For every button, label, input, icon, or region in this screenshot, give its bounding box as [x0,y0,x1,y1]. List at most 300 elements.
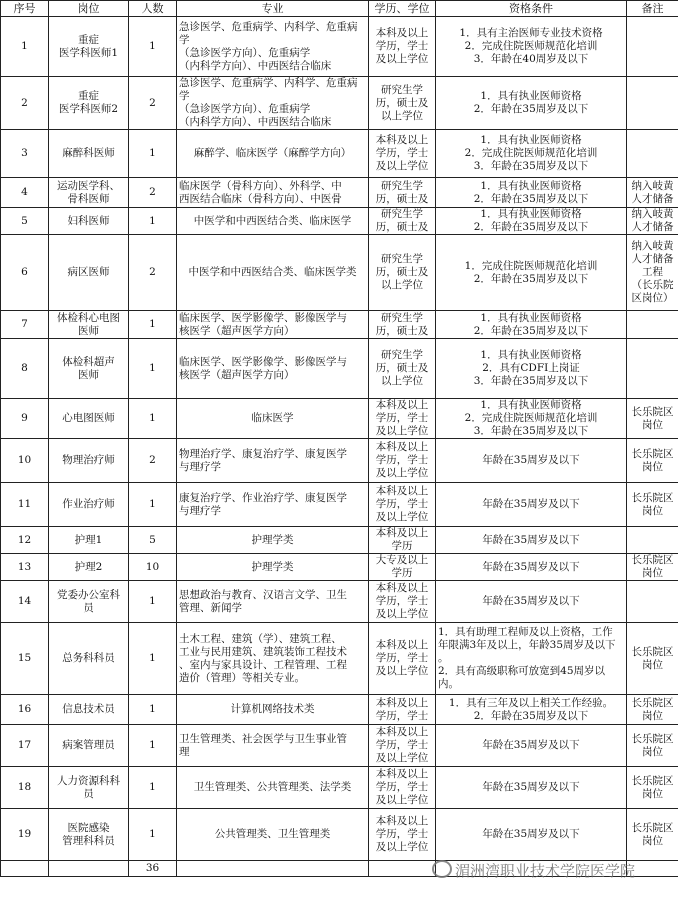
cell-note-line: 人才储备 [631,221,674,233]
cell-conditions-line: 1．具有执业医师资格 [480,134,582,146]
cell-conditions [436,695,627,725]
cell-conditions [436,725,627,767]
cell-conditions-line: 2．完成住院医师规范化培训 [464,412,598,424]
cell-no: 10 [1,439,49,483]
cell-conditions-line: 2．完成住院医师规范化培训 [464,147,598,159]
cell-education-line: 本科及以上 [375,726,429,738]
cell-major [177,554,369,581]
cell-education-line: 及以上学位 [375,608,429,620]
cell-major-line: 临床医学（骨科方向）、外科学、中 [179,179,342,192]
cell-education-line: 研究生学 [381,253,423,265]
cell-note-line: （长乐院 [631,279,674,291]
cell-no: 7 [1,311,49,339]
cell-note-line: 岗位 [642,418,663,431]
cell-count: 2 [129,178,177,208]
cell-post [49,554,129,581]
cell-post-line: 运动医学科、 [57,179,120,192]
cell-conditions-line: 年龄在35周岁及以下 [482,498,580,510]
cell-count: 1 [129,725,177,767]
cell-post [49,208,129,235]
cell-conditions [436,581,627,623]
cell-major-line: 与理疗学 [179,460,221,473]
cell-note-line: 长乐院区 [631,696,674,709]
cell-post-line: 体检科超声 [62,355,115,368]
cell-note [627,623,678,695]
cell-post-line: 医师 [78,324,99,337]
cell-post [49,695,129,725]
cell-post-line: 护理2 [74,560,103,573]
cell-note [627,178,678,208]
cell-note-line: 区岗位） [631,292,674,304]
cell-note [627,439,678,483]
cell-post [49,17,129,77]
cell-major-line: 工业与民用建筑、建筑装饰工程技术 [179,645,347,658]
cell-post-line: 病案管理员 [62,739,115,751]
cell-note-line: 岗位 [642,787,663,800]
cell-education [369,311,436,339]
cell-post [49,767,129,809]
cell-education-line: 学历，学士 [375,781,429,793]
table-row [1,809,678,861]
cell-note-line: 岗位 [642,709,663,722]
cell-count: 1 [129,809,177,861]
cell-major-line: 核医学（超声医学方向） [179,368,295,381]
cell-education-line: 及以上学位 [375,53,429,65]
cell-note-line: 岗位 [642,658,663,671]
cell-education-line: 学历，学士 [375,709,429,722]
cell-education-line: 本科及以上 [375,134,429,146]
cell-education-line: 本科及以上 [375,399,429,411]
cell-education [369,527,436,554]
cell-major-line: （内科学方向）、中西医结合临床 [179,116,332,128]
cell-post-line: 心电图医师 [62,412,115,424]
cell-conditions [436,235,627,311]
table-row [1,767,678,809]
cell-no: 8 [1,339,49,399]
cell-education-line: 学历，学士 [375,454,429,466]
cell-post-line: 人力资源科科 [57,774,120,787]
cell-post [49,809,129,861]
cell-major-line: 管理、新闻学 [179,601,242,614]
cell-education-line: 本科及以上 [375,582,429,594]
cell-major [177,208,369,235]
cell-education-line: 历，硕士及 [375,96,429,109]
cell-note-line: 人才储备 [631,253,674,265]
total-count: 36 [129,861,177,877]
cell-post-line: 作业治疗师 [62,498,115,510]
cell-education-line: 及以上学位 [375,794,429,806]
cell-note-line: 纳入岐黄 [631,208,674,220]
cell-note-line: 工程 [642,266,663,278]
cell-post [49,311,129,339]
cell-education-line: 以上学位 [381,109,423,122]
cell-conditions-line: 1．具有执业医师资格 [480,179,582,192]
header-no: 序号 [1,1,49,17]
cell-post [49,77,129,130]
cell-conditions-line: 3．年龄在35周岁及以下 [473,160,589,172]
cell-count: 1 [129,130,177,178]
cell-no: 6 [1,235,49,311]
cell-post [49,399,129,439]
table-row [1,554,678,581]
cell-education-line: 本科及以上 [375,768,429,780]
cell-education-line: 本科及以上 [375,527,429,539]
cell-education-line: 及以上学位 [375,511,429,523]
cell-conditions-line: 3．年龄在40周岁及以下 [473,53,589,65]
cell-education-line: 本科及以上 [375,27,429,39]
cell-count: 2 [129,439,177,483]
cell-education-line: 学历 [391,567,413,579]
cell-conditions [436,130,627,178]
cell-major-line: 计算机网络技术类 [230,703,315,715]
cell-note-line: 岗位 [642,460,663,473]
cell-education-line: 历，硕士及 [375,362,429,374]
cell-major [177,77,369,130]
cell-note [627,809,678,861]
cell-education-line: 大专及以上 [375,554,429,566]
cell-note-line: 长乐院区 [631,405,674,418]
cell-note [627,554,678,581]
cell-conditions [436,554,627,581]
cell-no: 17 [1,725,49,767]
table-row [1,725,678,767]
cell-major-line: 造价（管理）等相关专业。 [179,671,305,684]
cell-education-line: 学历，学士 [375,739,429,751]
cell-post-line: 员 [83,787,94,800]
cell-education-line: 本科及以上 [375,485,429,497]
cell-post-line: 体检科心电图 [57,311,120,324]
cell-major [177,17,369,77]
cell-conditions [436,399,627,439]
cell-education [369,554,436,581]
cell-education [369,581,436,623]
cell-note-line: 长乐院区 [631,447,674,460]
cell-education [369,77,436,130]
cell-conditions-line: 1．具有助理工程师及以上资格，工作 [438,626,613,638]
cell-note-line: 岗位 [642,745,663,758]
cell-major-line: 临床医学 [251,412,294,424]
cell-conditions-line: 1．具有主治医师专业技术资格 [459,27,603,39]
cell-note-line: 长乐院区 [631,774,674,787]
cell-conditions [436,809,627,861]
cell-education-line: 学历，学士 [375,498,429,510]
cell-conditions-line: 年龄在35周岁及以下 [482,828,580,840]
cell-major-line: 思想政治与教育、汉语言文学、卫生 [179,588,347,601]
cell-education-line: 学历，学士 [375,652,429,664]
cell-no: 13 [1,554,49,581]
cell-education [369,695,436,725]
cell-no: 18 [1,767,49,809]
cell-major [177,178,369,208]
cell-education-line: 以上学位 [381,375,423,387]
cell-count: 1 [129,695,177,725]
cell-note [627,399,678,439]
watermark [432,860,635,881]
table-row [1,581,678,623]
cell-education [369,339,436,399]
cell-major-line: 康复治疗学、作业治疗学、康复医学 [179,491,347,504]
cell-count: 2 [129,235,177,311]
cell-note [627,208,678,235]
table-row [1,311,678,339]
cell-conditions-line: 年龄在35周岁及以下 [482,595,580,607]
cell-no: 15 [1,623,49,695]
cell-count: 1 [129,208,177,235]
cell-education-line: 本科及以上 [375,815,429,827]
cell-education-line: 研究生学 [381,208,423,220]
cell-no: 5 [1,208,49,235]
cell-major-line: 西医结合临床（骨科方向）、中医骨 [179,192,342,205]
cell-major-line: 与理疗学 [179,504,221,517]
table-row [1,17,678,77]
cell-note-line: 长乐院区 [631,645,674,658]
cell-education [369,17,436,77]
cell-education-line: 及以上学位 [375,752,429,764]
cell-note-line: 长乐院区 [631,491,674,504]
cell-conditions-line: 1．具有执业医师资格 [480,399,582,411]
cell-major-line: 临床医学、医学影像学、影像医学与 [179,311,347,324]
cell-education [369,208,436,235]
cell-note-line: 岗位 [642,834,663,847]
cell-note [627,339,678,399]
cell-count: 5 [129,527,177,554]
cell-conditions-line: 2．年龄在35周岁及以下 [473,192,589,205]
cell-post-line: 骨科医师 [67,192,110,205]
table-row [1,695,678,725]
cell-note [627,725,678,767]
cell-count: 1 [129,17,177,77]
cell-post-line: 管理科科员 [62,834,115,847]
cell-conditions [436,339,627,399]
table-row [1,208,678,235]
cell-note-line: 纳入岐黄 [631,240,674,252]
cell-note [627,767,678,809]
cell-major-line: 护理学类 [251,533,294,546]
cell-note-line: 长乐院区 [631,732,674,745]
cell-major-line: 急诊医学、危重病学、内科学、危重病学 [179,20,358,46]
cell-no: 9 [1,399,49,439]
cell-conditions-line: 年龄在35周岁及以下 [482,560,580,573]
cell-conditions-line: 3．年龄在35周岁及以下 [473,375,589,387]
cell-education-line: 学历，学士 [375,40,429,52]
cell-education-line: 学历 [391,540,413,552]
cell-conditions-line: 2．年龄在35周岁及以下 [473,324,589,337]
cell-post [49,725,129,767]
cell-major [177,581,369,623]
cell-education [369,483,436,527]
cell-count: 1 [129,483,177,527]
cell-education [369,767,436,809]
header-conditions: 资格条件 [436,1,627,17]
cell-major [177,130,369,178]
table-row [1,483,678,527]
cell-education-line: 本科及以上 [375,441,429,453]
cell-conditions [436,208,627,235]
table-row [1,439,678,483]
cell-note [627,581,678,623]
cell-no: 11 [1,483,49,527]
cell-post-line: 重症 [78,33,99,46]
cell-major [177,767,369,809]
cell-major [177,339,369,399]
cell-education-line: 本科及以上 [375,639,429,651]
cell-note [627,235,678,311]
table-row [1,339,678,399]
header-count: 人数 [129,1,177,17]
cell-post [49,439,129,483]
cell-education-line: 及以上学位 [375,467,429,479]
cell-major-line: 土木工程、建筑（学）、建筑工程、 [179,632,342,645]
cell-post-line: 医院感染 [67,821,110,834]
cell-post [49,178,129,208]
cell-conditions-line: 2．具有CDFI上岗证 [482,362,580,374]
cell-major-line: （急诊医学方向）、危重病学 [179,46,311,59]
cell-education-line: 及以上学位 [375,841,429,853]
cell-post [49,339,129,399]
cell-post [49,235,129,311]
cell-major [177,527,369,554]
cell-no: 4 [1,178,49,208]
cell-no: 12 [1,527,49,554]
cell-count: 1 [129,581,177,623]
cell-no: 3 [1,130,49,178]
cell-note [627,527,678,554]
cell-major-line: 、室内与家具设计、工程管理、工程 [179,658,347,671]
cell-conditions-line: 2．具有高级职称可放宽到45周岁以内。 [438,665,606,690]
cell-education [369,725,436,767]
cell-conditions-line: 1．具有执业医师资格 [480,311,582,324]
cell-note [627,695,678,725]
cell-conditions-line: 1．具有执业医师资格 [480,90,582,102]
cell-post-line: 妇科医师 [67,214,110,227]
cell-conditions-line: 3．年龄在35周岁及以下 [473,425,589,437]
cell-conditions-line: 年龄在35周岁及以下 [482,739,580,751]
cell-conditions [436,767,627,809]
cell-note [627,77,678,130]
table-row [1,527,678,554]
watermark-text: 湄洲湾职业技术学院医学院 [455,862,636,880]
header-major: 专业 [177,1,369,17]
cell-note-line: 长乐院区 [631,554,674,566]
cell-no: 1 [1,17,49,77]
table-row [1,178,678,208]
cell-education-line: 学历，学士 [375,828,429,840]
cell-major-line: 中医学和中西医结合类、临床医学 [193,214,352,227]
cell-major [177,725,369,767]
cell-education [369,623,436,695]
cell-note-line: 岗位 [642,567,663,579]
cell-note-line: 纳入岐黄 [631,179,674,192]
cell-post-line: 麻醉科医师 [62,147,115,159]
cell-post-line: 党委办公室科 [57,588,120,601]
cell-education-line: 历，硕士及 [375,192,429,205]
cell-post-line: 员 [83,601,94,614]
cell-major-line: 麻醉学、临床医学（麻醉学方向） [193,147,352,159]
cell-major-line: 卫生管理类、社会医学与卫生事业管 [179,732,347,745]
cell-conditions-line: 年龄在35周岁及以下 [482,454,580,466]
cell-conditions-line: 1．具有三年及以上相关工作经验。 [448,696,614,709]
cell-major-line: （内科学方向）、中西医结合临床 [179,59,332,72]
cell-conditions-line: 年龄在35周岁及以下 [482,781,580,793]
cell-major [177,399,369,439]
cell-education-line: 研究生学 [381,179,423,192]
cell-conditions-line: 2．年龄在35周岁及以下 [473,272,589,285]
cell-conditions [436,77,627,130]
cell-conditions [436,311,627,339]
cell-post-line: 总务科科员 [62,652,115,664]
cell-education-line: 学历，学士 [375,595,429,607]
cell-conditions-line: 2．年龄在35周岁及以下 [473,709,589,722]
cell-education-line: 研究生学 [381,349,423,361]
cell-note [627,483,678,527]
cell-education-line: 及以上学位 [375,160,429,172]
cell-major [177,809,369,861]
cell-post-line: 病区医师 [67,266,110,278]
cell-post-line: 医师 [78,368,99,381]
cell-education-line: 学历，学士 [375,412,429,424]
cell-major [177,235,369,311]
cell-major [177,311,369,339]
cell-major-line: 理 [179,745,190,758]
wechat-icon [432,860,452,878]
cell-education [369,130,436,178]
cell-conditions-line: 2．年龄在35周岁及以下 [473,103,589,115]
cell-major [177,695,369,725]
total-cell [1,861,49,877]
cell-education-line: 历，硕士及 [375,221,429,233]
cell-major [177,483,369,527]
cell-count: 10 [129,554,177,581]
cell-conditions-line: 1．具有执业医师资格 [480,208,582,220]
cell-count: 1 [129,311,177,339]
cell-education-line: 本科及以上 [375,696,429,709]
cell-education-line: 及以上学位 [375,665,429,677]
cell-conditions [436,623,627,695]
cell-note [627,17,678,77]
cell-education [369,235,436,311]
cell-education [369,809,436,861]
cell-conditions-line: 1．具有执业医师资格 [480,349,582,361]
cell-post [49,130,129,178]
cell-count: 1 [129,767,177,809]
cell-major-line: 护理学类 [251,560,294,573]
cell-major-line: （急诊医学方向）、危重病学 [179,103,311,115]
cell-major-line: 核医学（超声医学方向） [179,324,295,337]
cell-education [369,399,436,439]
cell-no: 16 [1,695,49,725]
cell-note-line: 岗位 [642,504,663,517]
cell-no: 19 [1,809,49,861]
cell-post-line: 重症 [78,90,99,102]
total-cell [177,861,369,877]
cell-education-line: 研究生学 [381,311,423,324]
cell-post-line: 护理1 [74,533,103,546]
header-note: 备注 [627,1,678,17]
cell-conditions [436,527,627,554]
cell-note [627,311,678,339]
cell-count: 1 [129,339,177,399]
cell-conditions-line: 2．完成住院医师规范化培训 [464,40,598,52]
table-row [1,235,678,311]
cell-conditions-line: 1．完成住院医师规范化培训 [464,259,598,272]
cell-conditions-line: 。 [438,652,449,664]
table-row [1,399,678,439]
cell-post [49,483,129,527]
cell-post-line: 医学科医师1 [58,46,119,59]
cell-conditions [436,17,627,77]
cell-post [49,527,129,554]
header-post: 岗位 [49,1,129,17]
